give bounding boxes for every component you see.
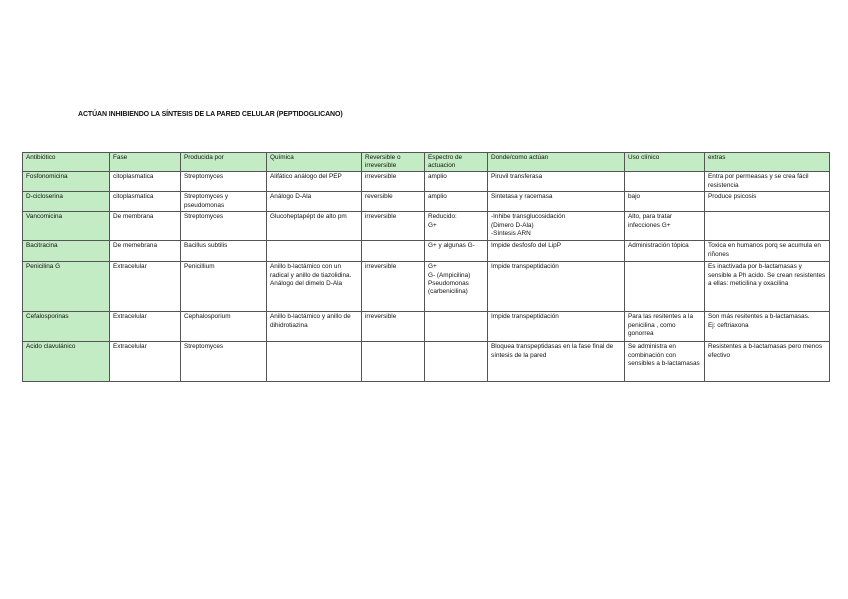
cell-extras: Entra por permeasas y se crea fácil resistencia [705,172,830,192]
cell-donde-como: Impide transpeptidación [488,262,625,312]
table-row [23,342,830,382]
table-row [23,262,830,312]
cell-reversible [362,241,425,262]
cell-antibiotico: Vancomicina [23,212,110,241]
cell-uso-clinico: Administración tópica [625,241,705,262]
cell-quimica [267,241,362,262]
cell-espectro [425,312,488,342]
cell-producida-por: Cephalosporium [181,312,267,342]
cell-reversible: irreversible [362,262,425,312]
header-fase: Fase [110,153,181,172]
cell-antibiotico: Penicilina G [23,262,110,312]
cell-quimica: Glucoheptapépt de alto pm [267,212,362,241]
cell-antibiotico: D-cicloserina [23,192,110,212]
cell-extras: Produce psicosis [705,192,830,212]
cell-reversible [362,342,425,382]
cell-donde-como: Impide transpeptidación [488,312,625,342]
header-donde-como: Donde/como actúan [488,153,625,172]
cell-producida-por: Streptomyces [181,172,267,192]
cell-espectro [425,342,488,382]
cell-fase: citoplasmatica [110,192,181,212]
cell-fase: Extracelular [110,262,181,312]
cell-donde-como: Bloquea transpeptidasas en la fase final de síntesis de la pared [488,342,625,382]
cell-donde-como: Sintetasa y racemasa [488,192,625,212]
cell-extras: Resistentes a b-lactamasas pero menos efectivo [705,342,830,382]
cell-antibiotico: Fosfonomicina [23,172,110,192]
cell-producida-por: Bacillus subtilis [181,241,267,262]
cell-espectro: G+ G- (Ampicilina) Pseudomonas (carbenicilina) [425,262,488,312]
cell-quimica: Alifático análogo del PEP [267,172,362,192]
cell-reversible: reversible [362,192,425,212]
cell-espectro: Reducido: G+ [425,212,488,241]
cell-reversible: irreversible [362,312,425,342]
table-row [23,192,830,212]
document-title: ACTÚAN INHIBIENDO LA SÍNTESIS DE LA PARED CELULAR (PEPTIDOGLICANO) [78,111,343,118]
cell-antibiotico: Bacitracina [23,241,110,262]
cell-antibiotico: Cefalosporinas [23,312,110,342]
cell-quimica [267,342,362,382]
header-antibiotico: Antibiótico [23,153,110,172]
cell-extras: Toxica en humanos porq se acumula en riñones [705,241,830,262]
cell-fase: Extracelular [110,342,181,382]
cell-espectro: G+ y algunas G- [425,241,488,262]
cell-extras [705,212,830,241]
header-producida-por: Producida por [181,153,267,172]
header-uso-clinico: Uso clínico [625,153,705,172]
cell-uso-clinico: bajo [625,192,705,212]
cell-uso-clinico: Para las resitentes a la penicilina , como gonorrea [625,312,705,342]
cell-espectro: amplio [425,172,488,192]
cell-producida-por: Streptomyces y pseudomonas [181,192,267,212]
cell-donde-como: -Inhibe transglucosidación (Dimero D-Ala) -Síntesis ARN [488,212,625,241]
table-row [23,312,830,342]
table-row [23,172,830,192]
table-row [23,212,830,241]
table-header-row [23,153,830,172]
cell-reversible: irreversible [362,172,425,192]
cell-quimica: Análogo D-Ala [267,192,362,212]
cell-quimica: Anillo b-lactámico y anillo de dihidrotiazina [267,312,362,342]
cell-uso-clinico [625,262,705,312]
cell-uso-clinico: Se administra en combinación con sensibles a b-lactamasas [625,342,705,382]
cell-uso-clinico: Alto, para tratar infecciones G+ [625,212,705,241]
table-row [23,241,830,262]
header-espectro: Espectro de actuacion [425,153,488,172]
cell-producida-por: Penicillium [181,262,267,312]
cell-reversible: irreversible [362,212,425,241]
cell-producida-por: Streptomyces [181,212,267,241]
antibiotics-table [22,152,830,382]
cell-quimica: Anillo b-lactámico con un radical y anillo de tiazolidina. Análogo del dimelo D-Ala [267,262,362,312]
cell-uso-clinico [625,172,705,192]
cell-espectro: amplio [425,192,488,212]
cell-donde-como: Piruvil transferasa [488,172,625,192]
header-quimica: Química [267,153,362,172]
header-extras: extras [705,153,830,172]
cell-donde-como: Impide desfosfo del LipP [488,241,625,262]
cell-fase: Extracelular [110,312,181,342]
cell-antibiotico: Acido clavulánico [23,342,110,382]
cell-fase: De memebrana [110,241,181,262]
cell-extras: Es inactivada por b-lactamasas y sensible a Ph acido. Se crean resistentes a ellas: meticilina y oxacilina [705,262,830,312]
cell-extras: Son más resitentes a b-lactamasas. Ej: ceftriaxona [705,312,830,342]
cell-fase: De membrana [110,212,181,241]
header-reversible: Reversible o irreversible [362,153,425,172]
cell-fase: citoplasmatica [110,172,181,192]
cell-producida-por: Streptomyces [181,342,267,382]
